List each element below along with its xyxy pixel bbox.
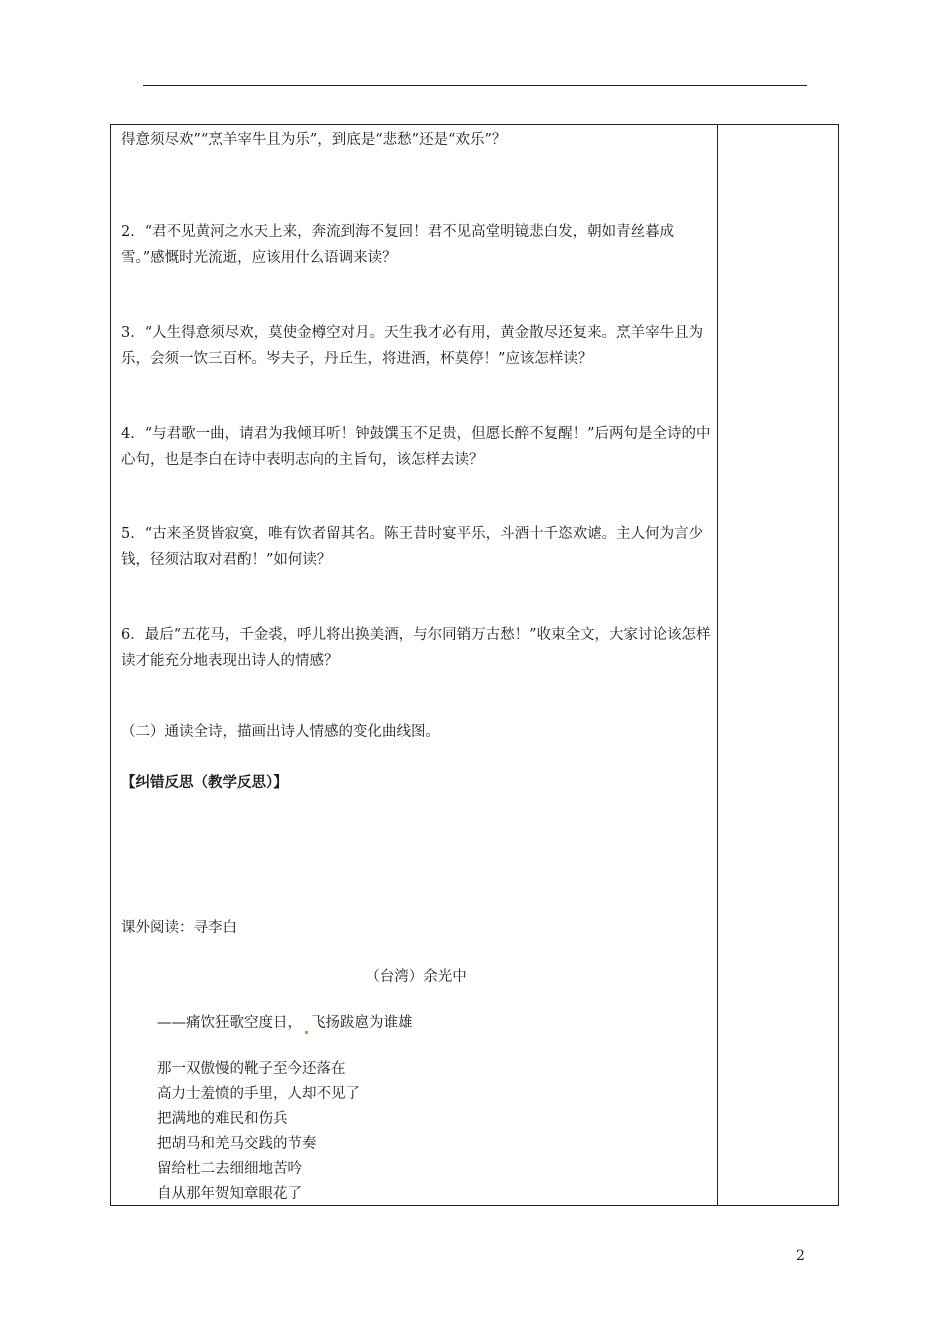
poem-line: 把满地的难民和伤兵 bbox=[157, 1111, 288, 1127]
poem-line: 留给杜二去细细地苦吟 bbox=[157, 1161, 302, 1177]
question-3: 3．“人生得意须尽欢，莫使金樽空对月。天生我才必有用，黄金散尽还复来。烹羊宰牛且为乐，会须一饮三百杯。岑夫子，丹丘生，将进酒，杯莫停！”应该怎样读？ bbox=[121, 325, 704, 367]
poem-epigraph bbox=[157, 1011, 657, 1036]
extra-reading-title: 课外阅读：寻李白 bbox=[121, 920, 237, 936]
page-number: 2 bbox=[796, 1248, 805, 1264]
question-2: 2．“君不见黄河之水天上来，奔流到海不复回！君不见高堂明镜悲白发，朝如青丝暮成雪。”感慨时光流逝，应该用什么语调来读？ bbox=[121, 224, 675, 266]
epigraph-part-1: ——痛饮狂歌空度日， bbox=[157, 1015, 302, 1031]
task-2: （二）通读全诗，描画出诗人情感的变化曲线图。 bbox=[121, 724, 440, 740]
question-6: 6．最后“五花马，千金裘，呼儿将出换美酒，与尔同销万古愁！”收束全文，大家讨论该怎样读才能充分地表现出诗人的情感？ bbox=[121, 627, 711, 669]
reflection-heading: 【纠错反思（教学反思）】 bbox=[121, 774, 288, 791]
poem-line: 自从那年贺知章眼花了 bbox=[157, 1186, 302, 1202]
column-divider bbox=[717, 125, 718, 1205]
dot-mark bbox=[305, 1031, 308, 1034]
question-5: 5．“古来圣贤皆寂寞，唯有饮者留其名。陈王昔时宴平乐，斗酒十千恣欢谑。主人何为言少钱，径须沽取对君酌！”如何读？ bbox=[121, 526, 704, 568]
question-4: 4．“与君歌一曲，请君为我倾耳听！钟鼓馔玉不足贵，但愿长醉不复醒！”后两句是全诗的中心句，也是李白在诗中表明志向的主旨句，该怎样去读？ bbox=[121, 426, 711, 468]
question-1-tail: 得意须尽欢”“烹羊宰牛且为乐”，到底是“悲愁”还是“欢乐”？ bbox=[121, 132, 507, 148]
poem-line: 高力士羞愤的手里，人却不见了 bbox=[157, 1086, 360, 1102]
header-rule bbox=[143, 85, 807, 86]
poem-line: 那一双傲慢的靴子至今还落在 bbox=[157, 1061, 346, 1077]
content-table bbox=[110, 124, 839, 1206]
poem-author: （台湾）余光中 bbox=[365, 969, 467, 985]
epigraph-part-2: 飞扬跋扈为谁雄 bbox=[311, 1015, 413, 1031]
poem-line: 把胡马和羌马交践的节奏 bbox=[157, 1136, 317, 1152]
poem-body bbox=[157, 1057, 657, 1207]
